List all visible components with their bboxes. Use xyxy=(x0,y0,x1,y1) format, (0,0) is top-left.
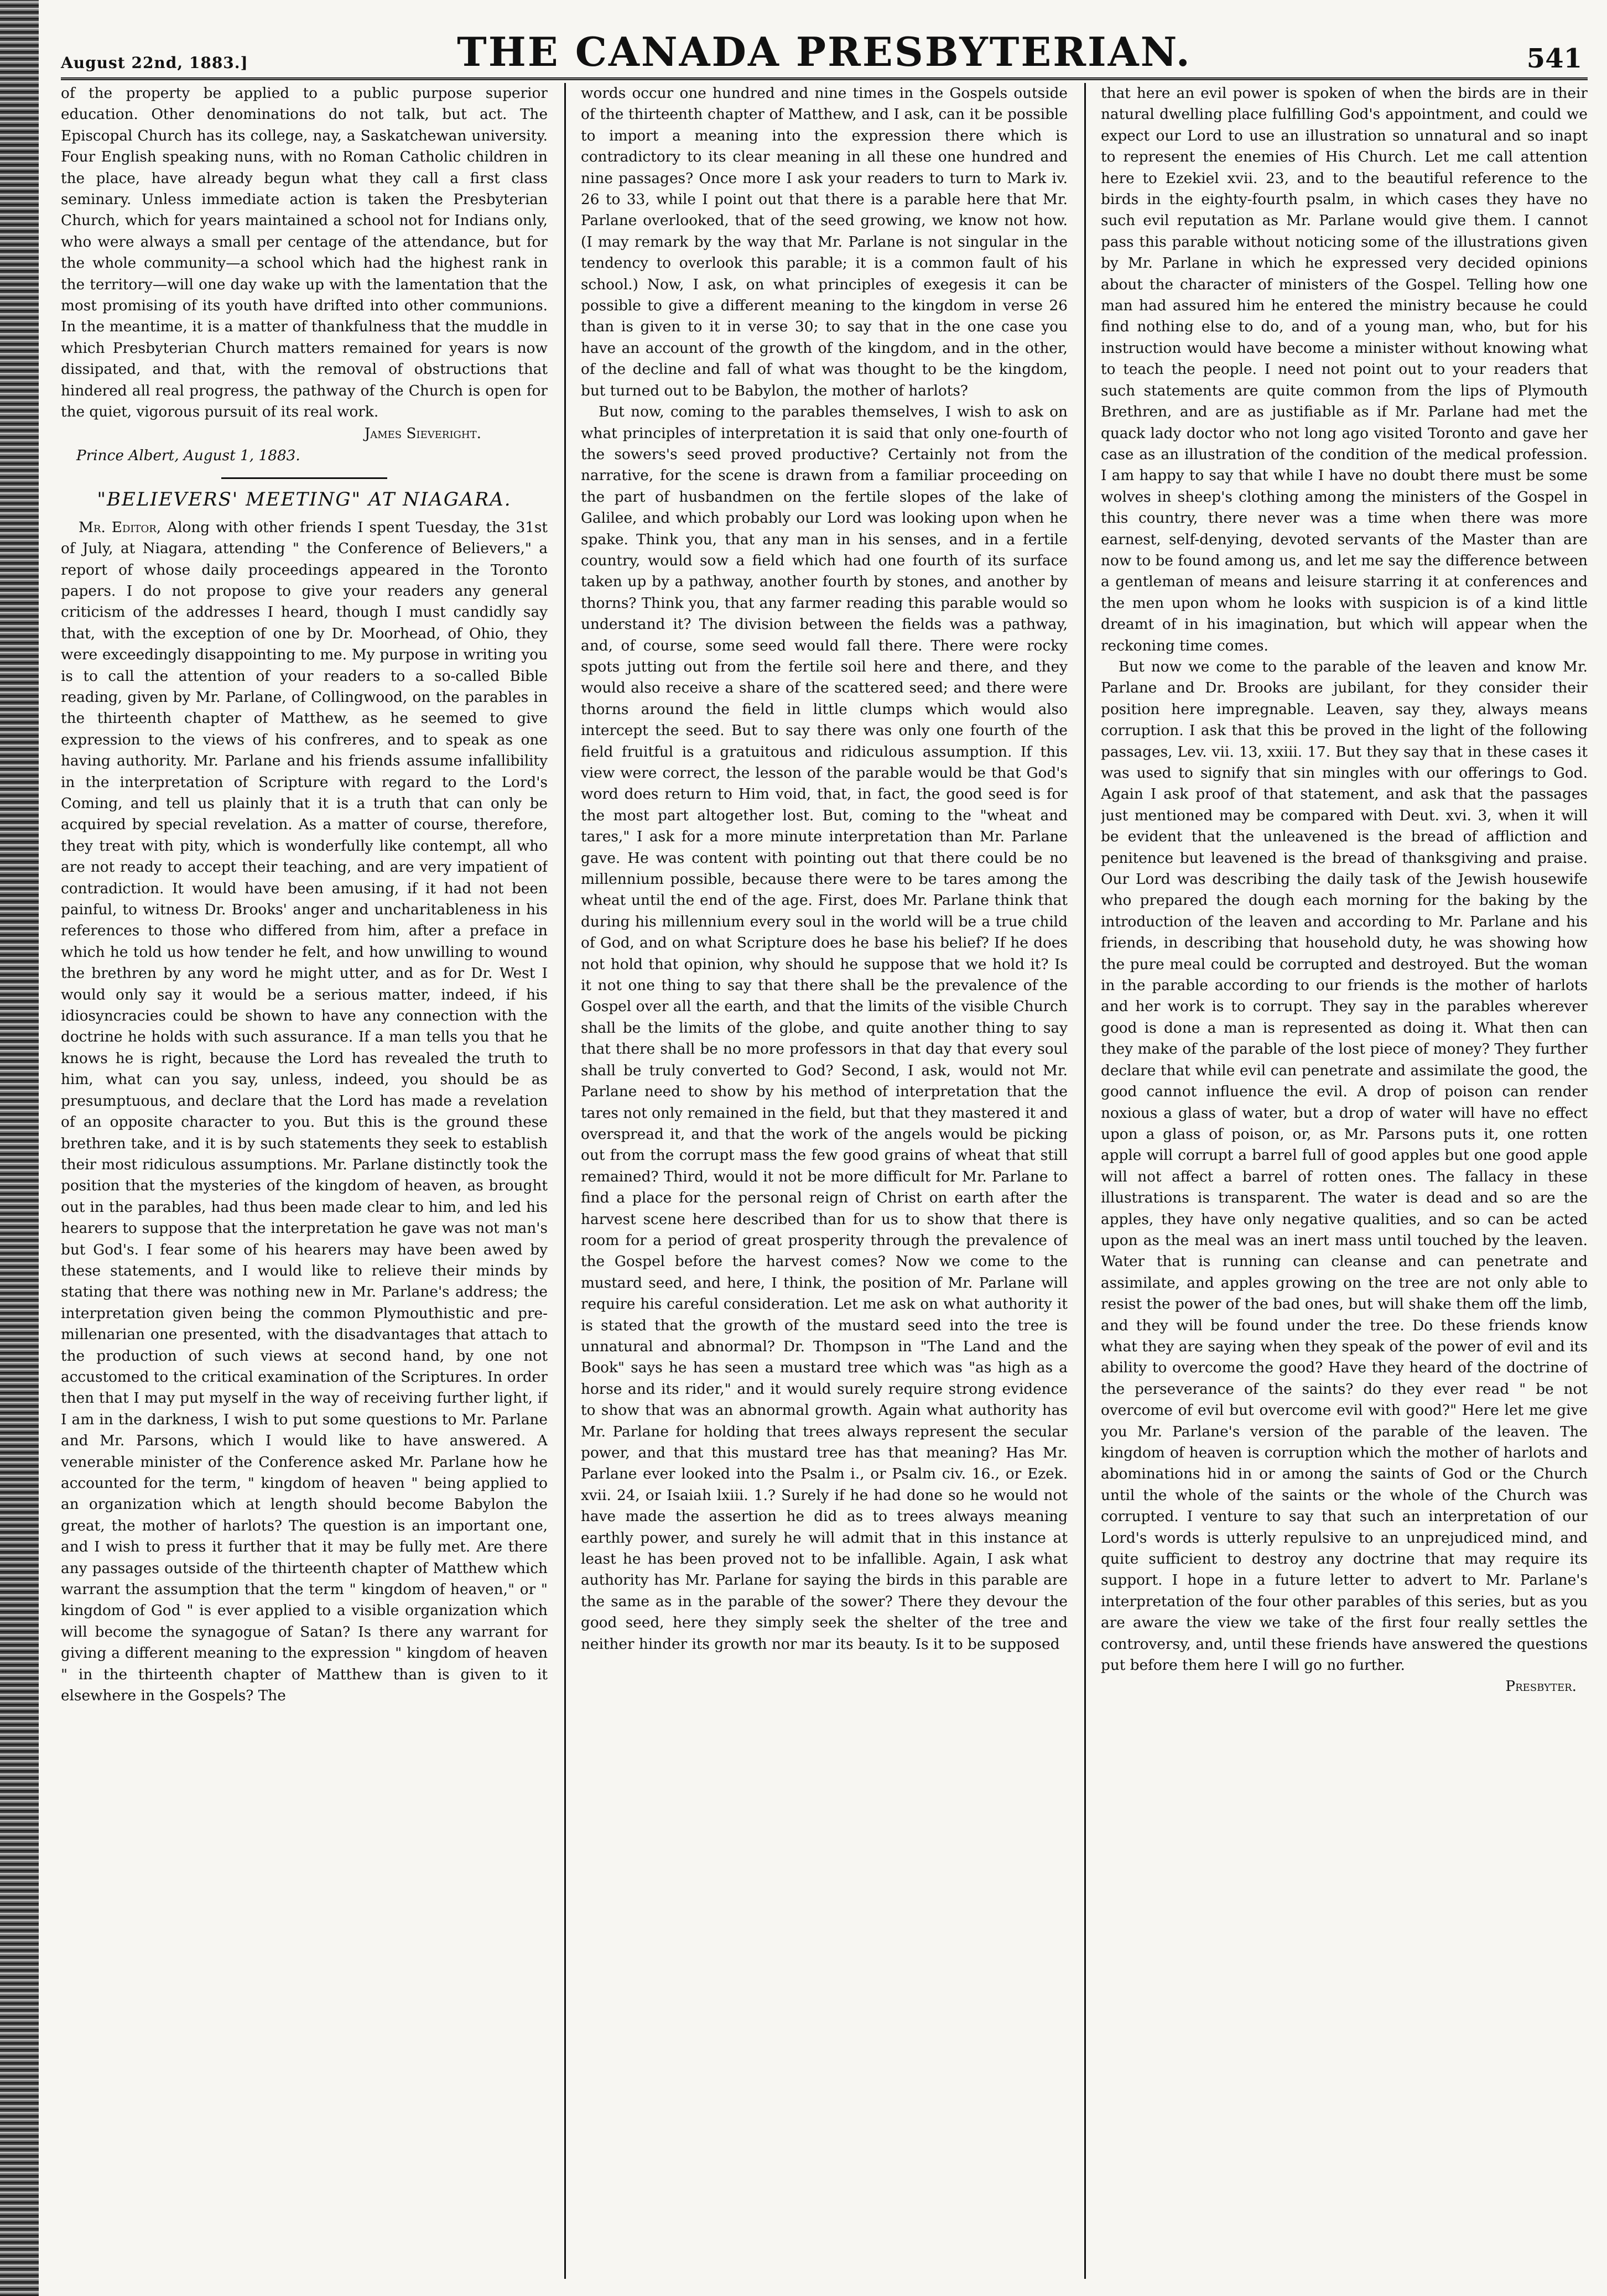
column-rule xyxy=(564,83,566,2279)
page-number: 541 xyxy=(1526,43,1582,74)
section-divider xyxy=(221,477,387,479)
newspaper-title: THE CANADA PRESBYTERIAN. xyxy=(457,28,1192,75)
article2-signature: Presbyter. xyxy=(1505,1678,1577,1695)
article2-paragraph: words occur one hundred and nine times in the Gospels outside of the thirteenth chapter of Matthew, and I ask, can it be possible to import a meaning into the expression there which is contradictory to its clear meaning in all these one hundred and nine passages? Once more I ask your readers to turn to Mark iv. 26 to 33, while I point out that there is a parable here that Mr. Parlane overlooked, that of the seed growing, we know not how. (I may remark by the way that Mr. Parlane is not singular in the tendency to overlook this parable; it is a common fault of his school.) Now, I ask, on what principles of exegesis it can be possible to give a different meaning to the kingdom in verse 26 than is given to it in verse 30; to say that in the one case you have an account of the growth of the kingdom, and in the other, of the decline and fall of what was thought to be the kingdom, but turned out to be Babylon, the mother of harlots? xyxy=(581,85,1068,399)
article1-body: of the property be applied to a public purpose superior education. Other denominations do not talk, but act. The Episcopal Church has its college, nay, a Saskatchewan university. Four English speaking nuns, with no Roman Catholic children in the place, have already begun what they call a first class seminary. Unless immediate action is taken the Presbyterian Church, which for years maintained a school not for Indians only, who were always a small per centage of the attendance, but for the whole community—a school which had the highest rank in the territory—will one day wake up with the lamentation that the most promising of its youth have drifted into other communions. In the meantime, it is a matter of thankfulness that the muddle in which Presbyterian Church matters remained for years is now dissipated, and that, with the removal of obstructions that hindered all real progress, the pathway of the Church is open for the quiet, vigorous pursuit of its real work. xyxy=(61,85,548,421)
binding-edge xyxy=(0,0,39,2296)
article1-signature: James Sieveright. xyxy=(364,425,481,442)
column-3 xyxy=(1101,83,1588,2279)
newspaper-page xyxy=(61,17,1588,2279)
article2-paragraph xyxy=(61,517,548,1707)
article2-heading: "BELIEVERS' MEETING" AT NIAGARA. xyxy=(97,488,512,511)
article2-paragraph: But now, coming to the parables themselves, I wish to ask on what principles of interpretation it is said that only one-fourth of the sowers's seed proved productive? Certainly not from the narrative, for the scene is drawn from a familiar proceeding on the part of husbandmen on the fertile slopes of the lake of Galilee, and which probably our Lord was looking upon when he spake. Think you, that any man in his senses, and in a fertile country, would sow a field which had one fourth of its surface taken up by a pathway, another fourth by stones, and another by thorns? Think you, that any farmer reading this parable would so understand it? The division between the fields was a pathway, and, of course, some seed would fall there. There were rocky spots jutting out from the fertile soil here and there, and they would also receive a share of the scattered seed; and there were thorns around the field in little clumps which would also intercept the seed. But to say there was only one fourth of the field fruitful is a gratuitous and ridiculous assumption. If this view were correct, the lesson of the parable would be that God's word does return to Him void, that, in fact, the good seed is for the most part altogether lost. But, coming to the "wheat and tares," I ask for a more minute interpretation than Mr. Parlane gave. He was content with pointing out that there could be no millennium possible, because there were to be tares among the wheat until the end of the age. First, does Mr. Parlane think that during his millennium every soul in the world will be a true child of God, and on what Scripture does he base his belief? If he does not hold that opinion, why should he suppose that we hold it? Is it not one thing to say that there shall be the prevalence of the Gospel over all the earth, and that the limits of the visible Church shall be the limits of the globe, and quite another thing to say that there shall be no more professors in that day that every soul shall be truly converted to God? Second, I ask, would not Mr. Parlane need to show by his method of interpretation that the tares not only remained in the field, but that they mastered it and overspread it, and that the work of the angels would be picking out from the corrupt mass the few good grains of wheat that still remained? Third, would it not be more difficult for Mr. Parlane to find a place for the personal reign of Christ on earth after the harvest scene here described than for us to show that there is room for a period of great prosperity through the prevalence of the Gospel before the harvest comes? Now we come to the mustard seed, and here, I think, the position of Mr. Parlane will require his careful consideration. Let me ask on what authority it is stated that the growth of the mustard seed into the tree is unnatural and abnormal? Dr. Thompson in "The Land and the Book" says he has seen a mustard tree which was "as high as a horse and its rider," and it would surely require strong evidence to show that was an abnormal growth. Again what authority has Mr. Parlane for holding that trees always represent the secular power, and that this mustard tree has that meaning? Has Mr. Parlane ever looked into the Psalm i., or Psalm civ. 16., or Ezek. xvii. 24, or Isaiah lxiii. 1.? Surely if he had done so he would not have made the assertion he did as to trees always meaning earthly power, and surely he will admit that in this instance at least he has been proved not to be infallible. Again, I ask what authority has Mr. Parlane for saying the birds in this parable are the same as in the parable of the sower? There they devour the good seed, here they simply seek the shelter of the tree and neither hinder its growth nor mar its beauty. Is it to be supposed xyxy=(581,404,1068,1653)
article2-paragraph: But now we come to the parable of the leaven and know Mr. Parlane and Dr. Brooks are jubilant, for they consider their position here impregnable. Leaven, say they, always means corruption. I ask that this be proved in the light of the following passages, Lev. vii. 13, xxiii. 17. But they say that in these cases it was used to signify that sin mingles with our offerings to God. Again I ask proof of that statement, and ask that the passages just mentioned may be compared with Deut. xvi. 3, when it will be evident that the unleavened is the bread of affliction and penitence but leavened is the bread of thanksgiving and praise. Our Lord was describing the daily task of the Jewish housewife who prepared the dough each morning for the baking by the introduction of the leaven and according to Mr. Parlane and his friends, in describing that household duty, he was showing how the pure meal could be corrupted and destroyed. But the woman in the parable according to our friends is the mother of harlots and her work is to corrupt. They say in the parables wherever good is done a man is represented as doing it. What then can they make of the parable of the lost piece of money? They further declare that while evil can penetrate and assimilate the good, the good cannot influence the evil. A drop of poison can render noxious a glass of water, but a drop of water will have no effect upon a glass of poison, or, as Mr. Parsons puts it, one rotten apple will corrupt a barrel full of good apples but one good apple will not affect a barrel of rotten ones. The fallacy in these illustrations is transparent. The water is dead and so are the apples, they have only negative qualities, and so can be acted upon as the meal was an inert mass until touched by the leaven. Water that is running can cleanse and can penetrate and assimilate, and apples growing on the tree are not only able to resist the power of the bad ones, but will shake them off the limb, and they will be found under the tree. Do these friends know what they are saying when they speak of the power of evil and its ability to overcome the good? Have they heard of the doctrine of the perseverance of the saints? do they ever read " be not overcome of evil but overcome evil with good?" Here let me give you Mr. Parlane's version of the parable of the leaven. The kingdom of heaven is corruption which the mother of harlots and abominations hid in or among the saints of God or the Church until the whole of the saints or the whole of the Church was corrupted. I venture to say that such an interpretation of our Lord's words is utterly repulsive to an unprejudiced mind, and quite sufficient to destroy any doctrine that may require its support. I hope in a future letter to advert to Mr. Parlane's interpretation of the four other parables of this series, but as you are aware the view we take of the first four really settles the controversy, and, until these friends have answered the questions put before them here I will go no further. xyxy=(1101,658,1588,1674)
issue-date: August 22nd, 1883.] xyxy=(61,54,248,72)
article2-salutation: Mr. Editor, xyxy=(79,519,162,536)
article2-paragraph: that here an evil power is spoken of when the birds are in their natural dwelling place fulfilling God's appointment, and could we expect our Lord to use an illustration so unnatural and so inapt to represent the enemies of His Church. Let me call attention here to Ezekiel xvii. 23, and to the beautiful reference to the birds in the eighty-fourth psalm, in which cases they have no such evil reputation as Mr. Parlane would give them. I cannot pass this parable without noticing some of the illustrations given by Mr. Parlane in which he expressed very decided opinions about the character of ministers of the Gospel. Telling how one man had assured him he entered the ministry because he could find nothing else to do, and of a young man, who, but for his instruction would have become a minister without knowing what to teach the people. I need not point out to your readers that such statements are quite common from the lips of Plymouth Brethren, and are as justifiable as if Mr. Parlane had met the quack lady doctor who not long ago visited Toronto and gave her case as an illustration of the condition of the medical profession. I am happy to say that while I have no doubt there must be some wolves in sheep's clothing among the ministers of the Gospel in this country, there never was a time when there was more earnest, self-denying, devoted servants of the Master than are now to be found among us, and let me say the difference between a gentleman of means and leisure starring it at conferences and the men upon whom he looks with suspicion is of a kind little dreamt of in his imagination, but which will appear when the reckoning time comes. xyxy=(1101,85,1588,654)
column-rule xyxy=(1084,83,1086,2279)
article1-dateline: Prince Albert, August 1, 1883. xyxy=(76,447,300,464)
masthead xyxy=(61,17,1588,80)
column-2 xyxy=(581,83,1068,2279)
column-1 xyxy=(61,83,548,2279)
article2-text: Along with other friends I spent Tuesday, the 31st of July, at Niagara, attending " the Conference of Believers," a report of whose daily proceedings appeared in the Toronto papers. I do not propose to give your readers any general criticism of the addresses I heard, though I must candidly say that, with the exception of one by Dr. Moorhead, of Ohio, they were exceedingly disappointing to me. My purpose in writing you is to call the attention of your readers to a so-called Bible reading, given by Mr. Parlane, of Collingwood, on the parables in the thirteenth chapter of Matthew, as he seemed to give expression to the views of his confreres, and to speak as one having authority. Mr. Parlane and his friends assume infallibility in the interpretation of Scripture with regard to the Lord's Coming, and tell us plainly that it is a truth that can only be acquired by special revelation. As a matter of course, therefore, they treat with pity, which is wonderfully like contempt, all who are not ready to accept their teaching, and are very impatient of contradiction. It would have been amusing, if it had not been painful, to witness Dr. Brooks' anger and uncharitableness in his references to those who differed from him, after a preface in which he told us how tender he felt, and how unwilling to wound the brethren by any word he might utter, and as for Dr. West I would only say it would be a serious matter, indeed, if his idiosyncracies could be shown to have any connection with the doctrine he holds with such assurance. If a man tells you that he knows he is right, because the Lord has revealed the truth to him, what can you say, unless, indeed, you should be as presumptuous, and declare that the Lord has made a revelation of an opposite character to you. But this is the ground these brethren take, and it is by such statements they seek to establish their most ridiculous assumptions. Mr. Parlane distinctly took the position that the mysteries of the kingdom of heaven, as brought out in the parables, had thus been made clear to him, and led his hearers to suppose that the interpretation he gave was not man's but God's. I fear some of his hearers may have been awed by these statements, and I would like to relieve their minds by stating that there was nothing new in Mr. Parlane's address; the interpretation given being the common Plymouthistic and pre-millenarian one presented, with the disadvantages that attach to the production of such views at second hand, by one not accustomed to the critical examination of the Scriptures. In order then that I may put myself in the way of receiving further light, if I am in the darkness, I wish to put some questions to Mr. Parlane and Mr. Parsons, which I would like to have answered. A venerable minister of the Conference asked Mr. Parlane how he accounted for the term, " kingdom of heaven " being applied to an organization which at length should become Babylon the great, the mother of harlots? The question is an important one, and I wish to press it further that it may be fully met. Are there any passages outside of the thirteenth chapter of Matthew which warrant the assumption that the term " kingdom of heaven," or " kingdom of God " is ever applied to a visible organization which will become the synagogue of Satan? Is there any warrant for giving a different meaning to the expression " kingdom of heaven " in the thirteenth chapter of Matthew than is given to it elsewhere in the Gospels? The xyxy=(61,519,548,1705)
article-columns xyxy=(61,83,1588,2279)
